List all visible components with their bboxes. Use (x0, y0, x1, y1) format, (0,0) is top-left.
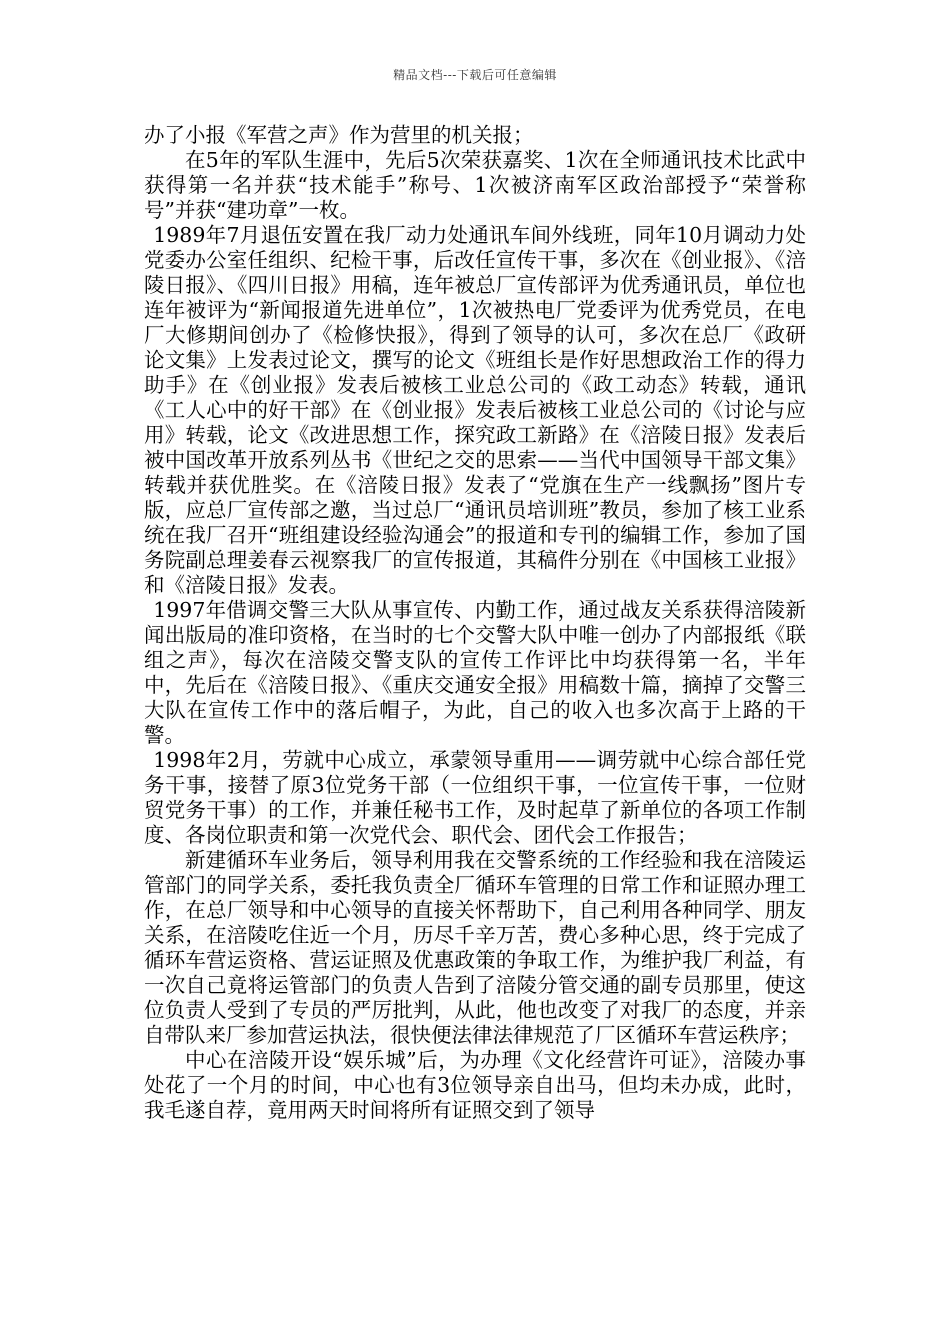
paragraph: 1998年2月，劳就中心成立，承蒙领导重用——调劳就中心综合部任党务干事，接替了原3位党务干部（一位组织干事，一位宣传干事，一位财贸党务干事）的工作，并兼任秘书工作，及时起草了新单位的各项工作制度、各岗位职责和第一次党代会、职代会、团代会工作报告； (144, 748, 806, 847)
paragraph: 新建循环车业务后，领导利用我在交警系统的工作经验和我在涪陵运管部门的同学关系，委托我负责全厂循环车管理的日常工作和证照办理工作，在总厂领导和中心领导的直接关怀帮助下，自己利用各种同学、朋友关系，在涪陵吃住近一个月，历尽千辛万苦，费心多种心思，终于完成了循环车营运资格、营运证照及优惠政策的争取工作，为维护我厂利益，有一次自己竟将运管部门的负责人告到了涪陵分管交通的副专员那里，使这位负责人受到了专员的严厉批判，从此，他也改变了对我厂的态度，并亲自带队来厂参加营运执法，很快便法律法律规范了厂区循环车营运秩序； (144, 848, 806, 1047)
paragraph: 1989年7月退伍安置在我厂动力处通讯车间外线班，同年10月调动力处党委办公室任组织、纪检干事，后改任宣传干事，多次在《创业报》、《涪陵日报》、《四川日报》用稿，连年被总厂宣传部评为优秀通讯员，单位也连年被评为“新闻报道先进单位”，1次被热电厂党委评为优秀党员，在电厂大修期间创办了《检修快报》，得到了领导的认可，多次在总厂《政研论文集》上发表过论文，撰写的论文《班组长是作好思想政治工作的得力助手》在《创业报》发表后被核工业总公司的《政工动态》转载，通讯《工人心中的好干部》在《创业报》发表后被核工业总公司的《讨论与应用》转载，论文《改进思想工作，探究政工新路》在《涪陵日报》发表后被中国改革开放系列丛书《世纪之交的思索——当代中国领导干部文集》转载并获优胜奖。在《涪陵日报》发表了“党旗在生产一线飘扬”图片专版，应总厂宣传部之邀，当过总厂“通讯员培训班”教员，参加了核工业系统在我厂召开“班组建设经验沟通会”的报道和专刊的编辑工作，参加了国务院副总理姜春云视察我厂的宣传报道，其稿件分别在《中国核工业报》和《涪陵日报》发表。 (144, 223, 806, 597)
document-body (144, 123, 806, 1123)
paragraph: 中心在涪陵开设“娱乐城”后，为办理《文化经营许可证》，涪陵办事处花了一个月的时间，中心也有3位领导亲自出马，但均未办成，此时，我毛遂自荐，竟用两天时间将所有证照交到了领导 (144, 1048, 806, 1122)
paragraph: 1997年借调交警三大队从事宣传、内勤工作，通过战友关系获得涪陵新闻出版局的准印资格，在当时的七个交警大队中唯一创办了内部报纸《联组之声》，每次在涪陵交警支队的宣传工作评比中均获得第一名，半年中，先后在《涪陵日报》、《重庆交通安全报》用稿数十篇，摘掉了交警三大队在宣传工作中的落后帽子，为此，自己的收入也多次高于上路的干警。 (144, 598, 806, 747)
page-header: 精品文档---下载后可任意编辑 (393, 68, 557, 82)
paragraph: 办了小报《军营之声》作为营里的机关报； (144, 123, 534, 147)
paragraph: 在5年的军队生涯中，先后5次荣获嘉奖、1次在全师通讯技术比武中获得第一名并获“技术能手”称号、1次被济南军区政治部授予“荣誉称号”并获“建功章”一枚。 (144, 148, 806, 222)
